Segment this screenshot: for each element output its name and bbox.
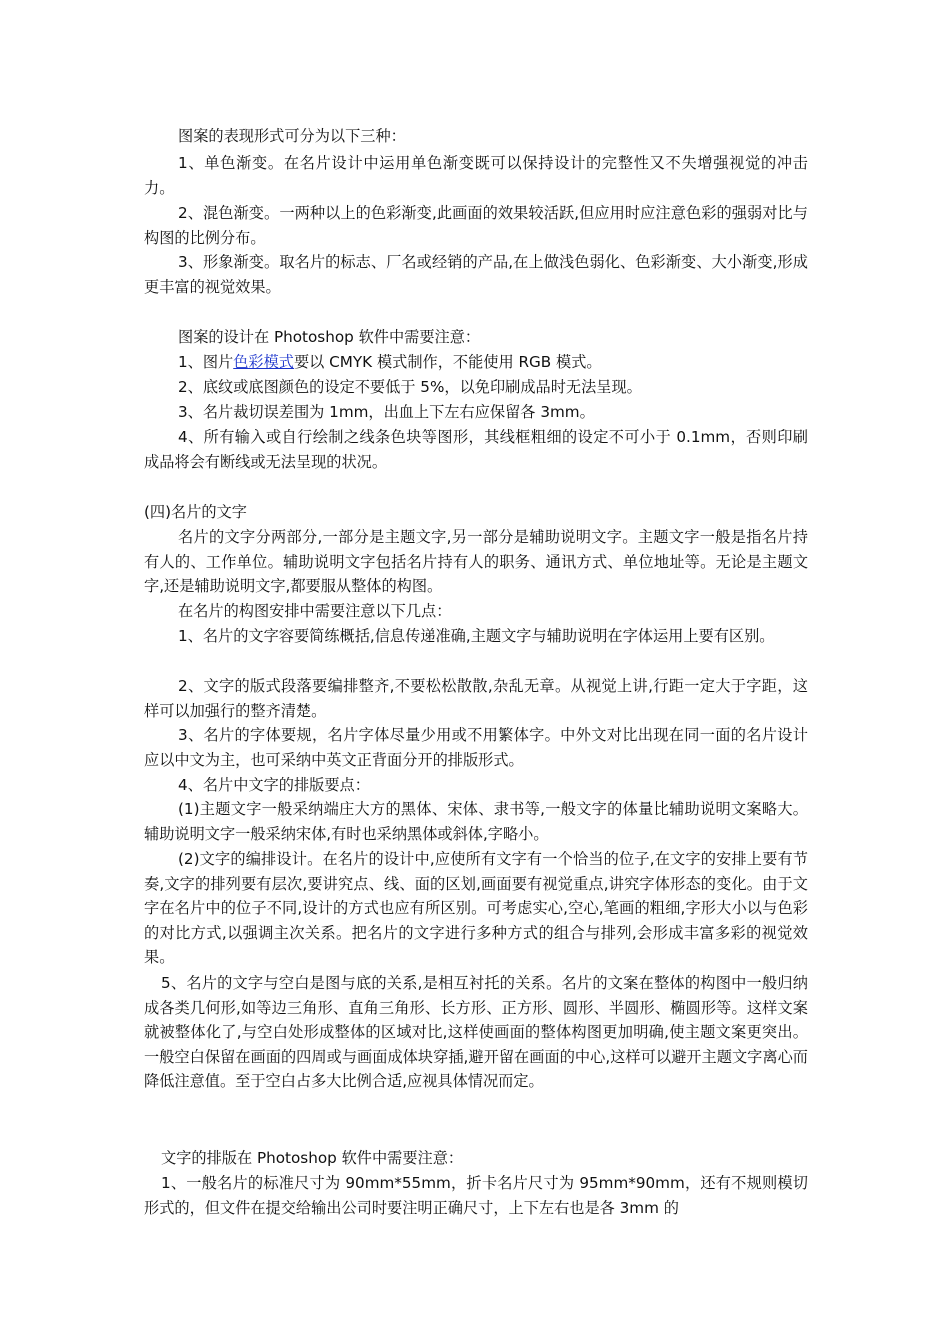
text-paragraph-1: 名片的文字分两部分,一部分是主题文字,另一部分是辅助说明文字。主题文字一般是指名片持有人的、工作单位。辅助说明文字包括名片持有人的职务、通讯方式、单位地址等。无论是主题文字,还是辅助说明文字,都要服从整体的构图。 xyxy=(144,528,808,595)
ps-text-item-1: 1、一般名片的标准尺寸为 90mm*55mm，折卡名片尺寸为 95mm*90mm，还有不规则模切形式的，但文件在提交给输出公司时要注明正确尺寸，上下左右也是各 3mm 的 xyxy=(144,1174,808,1217)
ps-pattern-item-3: 3、名片裁切误差围为 1mm，出血上下左右应保留各 3mm。 xyxy=(178,403,595,421)
ps-pattern-title: 图案的设计在 Photoshop 软件中需要注意： xyxy=(178,328,481,346)
ps-pattern-item-2: 2、底纹或底图颜色的设定不要低于 5%，以免印刷成品时无法呈现。 xyxy=(178,378,642,396)
section-heading: (四)名片的文字 xyxy=(144,503,247,521)
text-item-5: 5、名片的文字与空白是图与底的关系,是相互衬托的关系。名片的文案在整体的构图中一般归纳成各类几何形,如等边三角形、直角三角形、长方形、正方形、圆形、半圆形、椭圆形等。这样文案就被整体化了,与空白处形成整体的区域对比,这样使画面的整体构图更加明确,使主题文案更突出。 一般空白保留在画面的四周或与画面成体块穿插,避开留在画面的中心,这样可以避开主题文字离心而降低注意值。至于空白占多大比例合适,应视具体情况而定。 xyxy=(144,974,808,1090)
color-mode-link[interactable]: 色彩模式 xyxy=(233,353,294,371)
text-item-4: 4、名片中文字的排版要点： xyxy=(178,776,370,794)
text-item-1: 1、名片的文字容要简练概括,信息传递准确,主题文字与辅助说明在字体运用上要有区别。 xyxy=(178,627,775,645)
text-item-2: 2、文字的版式段落要编排整齐,不要松松散散,杂乱无章。从视觉上讲,行距一定大于字距，这样可以加强行的整齐清楚。 xyxy=(144,677,808,720)
text-item-3: 3、名片的字体要规，名片字体尽量少用或不用繁体字。中外文对比出现在同一面的名片设计应以中文为主，也可采纳中英文正背面分开的排版形式。 xyxy=(144,726,808,769)
text-item-4-1: (1)主题文字一般采纳端庄大方的黑体、宋体、隶书等,一般文字的体量比辅助说明文案略大。辅助说明文字一般采纳宋体,有时也采纳黑体或斜体,字略小。 xyxy=(144,800,808,843)
form-item-1: 1、单色渐变。在名片设计中运用单色渐变既可以保持设计的完整性又不失增强视觉的冲击力。 xyxy=(144,154,808,197)
text-item-4-2: (2)文字的编排设计。在名片的设计中,应使所有文字有一个恰当的位子,在文字的安排上要有节奏,文字的排列要有层次,要讲究点、线、面的区划,画面要有视觉重点,讲究字体形态的变化。由于文字在名片中的位子不同,设计的方式也应有所区别。可考虑实心,空心,笔画的粗细,字形大小以与色彩的对比方式,以强调主次关系。把名片的文字进行多种方式的组合与排列,会形成丰富多彩的视觉效果。 xyxy=(144,850,808,966)
ps-pattern-item-4: 4、所有输入或自行绘制之线条色块等图形，其线框粗细的设定不可小于 0.1mm，否则印刷成品将会有断线或无法呈现的状况。 xyxy=(144,428,808,471)
ps-item-1-suffix: 要以 CMYK 模式制作，不能使用 RGB 模式。 xyxy=(293,353,602,371)
form-item-2: 2、混色渐变。一两种以上的色彩渐变,此画面的效果较活跃,但应用时应注意色彩的强弱对比与构图的比例分布。 xyxy=(144,204,808,247)
form-item-3: 3、形象渐变。取名片的标志、厂名或经销的产品,在上做浅色弱化、色彩渐变、大小渐变,形成更丰富的视觉效果。 xyxy=(144,253,808,296)
intro-forms: 图案的表现形式可分为以下三种： xyxy=(178,127,406,145)
ps-text-title: 文字的排版在 Photoshop 软件中需要注意： xyxy=(161,1149,464,1167)
ps-item-1-prefix: 1、图片 xyxy=(178,353,234,371)
ps-pattern-item-1 xyxy=(144,350,808,375)
text-paragraph-2: 在名片的构图安排中需要注意以下几点： xyxy=(178,602,452,620)
